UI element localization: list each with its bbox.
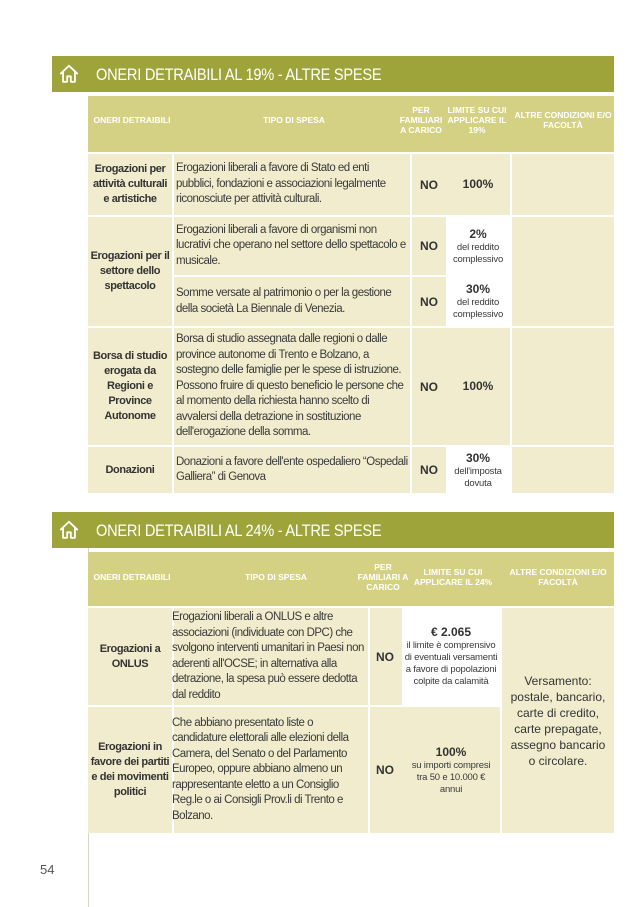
header-limite: LIMITE SU CUI APPLICARE IL 24% (413, 567, 493, 587)
header-tipo: TIPO DI SPESA (263, 115, 325, 125)
section-title: ONERI DETRAIBILI AL 24% - ALTRE SPESE (96, 521, 382, 540)
row-familiari: NO (420, 379, 438, 394)
deductions-table-19 (88, 96, 614, 493)
row-description: Somme versate al patrimonio o per la gestione della società La Biennale di Venezia. (176, 287, 392, 315)
header-oneri: ONERI DETRAIBILI (93, 115, 171, 125)
row-category: Erogazioni in favore dei partiti e dei movimenti politici (90, 741, 170, 798)
row-limit: 30% del reddito complessivo (452, 282, 504, 320)
row-limit: 30% dell'imposta dovuta (454, 450, 502, 489)
col-divider (510, 152, 512, 493)
col-divider (500, 606, 502, 833)
header-oneri: ONERI DETRAIBILI (93, 572, 171, 582)
row-familiari: NO (420, 239, 438, 253)
col-divider (172, 152, 174, 493)
table-header (88, 96, 614, 152)
home-icon[interactable] (52, 56, 86, 92)
row-limit: 100% su importi compresi tra 50 e 10.000 € annui (411, 744, 491, 795)
row-category: Erogazioni per attività culturali e artistiche (92, 163, 168, 205)
header-familiari: PER FAMILIARI A CARICO (399, 105, 443, 135)
row-familiari: NO (420, 294, 438, 309)
row-limit: 100% (462, 177, 494, 191)
header-familiari: PER FAMILIARI A CARICO (357, 562, 409, 592)
row-familiari: NO (376, 763, 394, 777)
row-familiari: NO (376, 649, 394, 664)
table-header (88, 552, 614, 606)
row-category: Borsa di studio erogata da Regioni e Province Autonome (92, 350, 168, 422)
page-number: 54 (40, 862, 55, 877)
row-familiari: NO (420, 177, 438, 192)
row-description: Che abbiano presentato liste o candidature elettorali alle elezioni della Camera, del Senato o del Parlamento Europeo, oppure abbiano almeno un rappresentante eletto a un Consiglio Reg.le o ai Consigli Prov.li di Trento e Bolzano. (172, 716, 349, 822)
header-altre: ALTRE CONDIZIONI E/O FACOLTÀ (514, 110, 612, 130)
row-description: Erogazioni liberali a favore di Stato ed enti pubblici, fondazioni e associazioni legalmente riconosciute per attività culturali. (176, 162, 386, 206)
header-tipo: TIPO DI SPESA (245, 572, 307, 582)
row-conditions: Versamento: postale, bancario, carte di credito, carte prepagate, assegno bancario o circolare. (510, 673, 606, 768)
row-description: Erogazioni liberali a favore di organismi non lucrativi che operano nel settore dello spettacolo e musicale. (176, 223, 406, 267)
row-familiari: NO (420, 463, 438, 477)
row-limit: 2% del reddito complessivo (452, 226, 504, 265)
row-description: Erogazioni liberali a ONLUS e altre associazioni (individuate con DPC) che svolgono interventi umanitari in Paesi non aderenti all'OCSE; in alternativa alla detrazione, la spesa può essere dedotta dal reddito (172, 611, 364, 701)
row-limit: € 2.065 il limite è comprensivo di eventuali versamenti a favore di popolazioni colpite da calamità (404, 625, 498, 687)
row-category: Donazioni (105, 463, 155, 476)
row-description: Borsa di studio assegnata dalle regioni o dalle province autonome di Trento e Bolzano, a sostegno delle famiglie per le spese di istruzione. Possono fruire di questo beneficio le persone che al momento della richiesta hanno scelto di avvalersi della detrazione in sostituzione dell'erogazione della somma. (176, 333, 404, 439)
home-icon[interactable] (52, 512, 86, 548)
header-altre: ALTRE CONDIZIONI E/O FACOLTÀ (509, 567, 607, 587)
row-category: Erogazioni a ONLUS (99, 642, 161, 670)
deductions-table-24 (88, 552, 614, 833)
row-description: Donazioni a favore dell'ente ospedaliero “Ospedali Galliera” di Genova (176, 455, 408, 483)
row-limit: 100% (462, 379, 494, 393)
header-limite: LIMITE SU CUI APPLICARE IL 19% (447, 105, 507, 135)
row-category: Erogazioni per il settore dello spettacolo (90, 250, 170, 292)
section-title: ONERI DETRAIBILI AL 19% - ALTRE SPESE (96, 65, 382, 84)
